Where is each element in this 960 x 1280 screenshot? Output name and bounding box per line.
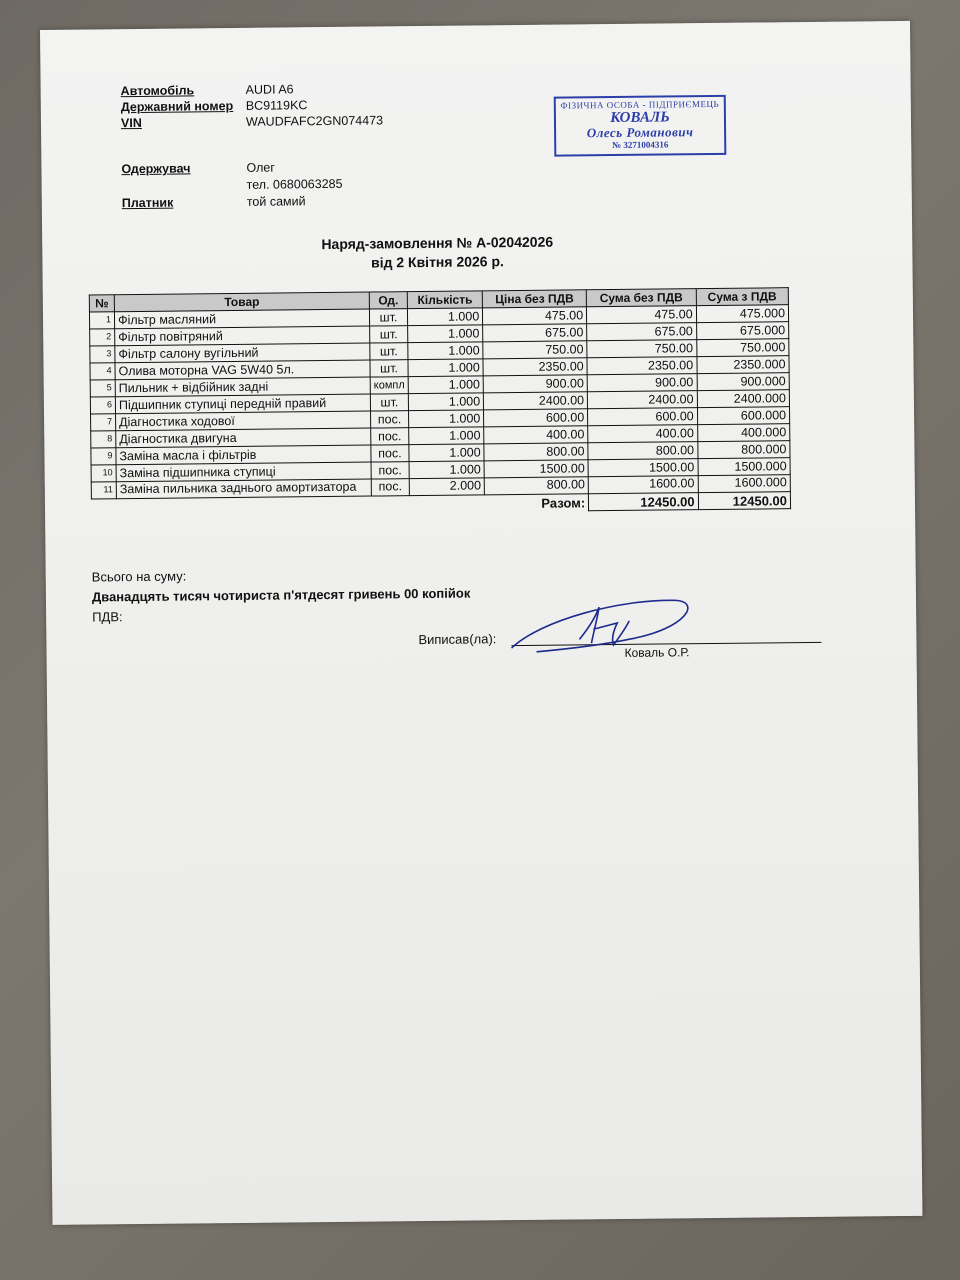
issued-by-label: Виписав(ла): [418,631,497,648]
col-header-unit: Од. [369,292,407,309]
row-unit: шт. [370,326,408,343]
row-unit: пос. [371,462,409,479]
row-item-name: Заміна масла і фільтрів [116,445,371,465]
row-item-name: Олива моторна VAG 5W40 5л. [115,360,370,380]
row-number: 10 [91,465,116,482]
row-item-name: Фільтр масляний [114,309,369,329]
row-price: 2400.00 [484,392,588,410]
row-unit: шт. [370,343,408,360]
row-price: 675.00 [483,324,587,342]
recipient-label: Одержувач [121,161,191,177]
signatory-name: Коваль О.Р. [624,645,690,660]
row-qty: 1.000 [408,342,483,360]
summary-total-label: Всього на суму: [91,568,187,585]
handwritten-signature [501,588,702,670]
row-qty: 1.000 [407,308,482,326]
paper-sheet [40,21,922,1225]
row-sum-vat: 800.000 [697,441,790,459]
car-label: Автомобіль [120,83,195,99]
summary-block [92,564,471,628]
col-header-sum-vat: Сума з ПДВ [696,288,789,306]
row-price: 800.00 [484,443,588,461]
col-header-number: № [89,295,114,312]
row-number: 9 [91,448,116,465]
vin-value: WAUDFAFC2GN074473 [245,113,384,129]
row-sum-vat: 675.000 [696,322,789,340]
row-sum: 400.00 [588,425,698,443]
stamp-line-3: Олесь Романович [586,124,694,141]
row-unit: компл [370,377,408,394]
stamp-line-4: № 3271004316 [612,139,669,151]
col-header-sum: Сума без ПДВ [586,289,696,307]
row-qty: 1.000 [409,461,484,479]
row-number: 6 [90,397,115,414]
stamp-line-1: ФІЗИЧНА ОСОБА - ПІДПРИЄМЕЦЬ [560,98,720,111]
row-price: 2350.00 [483,358,587,376]
row-qty: 1.000 [409,410,484,428]
row-sum: 2400.00 [587,391,697,409]
summary-total-words: Дванадцять тисяч чотириста п'ятдесят гривень 00 копійок [91,585,471,605]
row-qty: 1.000 [409,427,484,445]
row-sum-vat: 2400.000 [697,390,790,408]
row-item-name: Діагностика ходової [116,411,371,431]
row-sum: 900.00 [587,374,697,392]
items-table [89,287,791,516]
payer-label: Платник [121,195,174,211]
row-qty: 1.000 [409,444,484,462]
row-price: 400.00 [484,426,588,444]
stamp-line-2: КОВАЛЬ [610,109,670,127]
row-qty: 1.000 [408,359,483,377]
row-sum-vat: 600.000 [697,407,790,425]
total-label: Разом: [541,495,586,511]
row-sum-vat: 750.000 [696,339,789,357]
row-sum: 800.00 [588,442,698,460]
row-item-name: Заміна пильника заднього амортизатора [116,479,371,499]
recipient-value: Олег [246,160,275,175]
vin-label: VIN [120,115,142,131]
plate-value: BC9119KC [245,98,308,113]
row-sum-vat: 1500.000 [698,458,791,476]
col-header-price: Ціна без ПДВ [482,290,586,308]
row-number: 1 [89,312,114,329]
order-title [42,230,832,276]
row-unit: пос. [371,411,409,428]
col-header-item: Товар [114,292,369,312]
row-sum-vat: 900.000 [697,373,790,391]
row-sum: 475.00 [587,306,697,324]
row-qty: 1.000 [408,393,483,411]
row-number: 5 [90,380,115,397]
total-sum-vat: 12450.00 [698,492,791,510]
row-price: 800.00 [484,477,588,495]
row-unit: пос. [371,428,409,445]
row-unit: пос. [371,445,409,462]
row-unit: шт. [369,309,407,326]
row-price: 475.00 [483,307,587,325]
row-unit: шт. [370,394,408,411]
row-price: 750.00 [483,341,587,359]
row-number: 3 [90,346,115,363]
company-stamp [554,95,727,157]
row-unit: пос. [371,479,409,496]
row-sum: 750.00 [587,340,697,358]
row-item-name: Фільтр повітряний [115,326,370,346]
phone-value: тел. 0680063285 [246,176,343,192]
row-price: 900.00 [483,375,587,393]
payer-value: той самий [246,194,306,209]
row-qty: 2.000 [409,478,484,496]
total-sum: 12450.00 [589,493,699,511]
row-sum-vat: 475.000 [696,305,789,323]
row-sum: 1500.00 [588,459,698,477]
row-sum-vat: 2350.000 [697,356,790,374]
row-sum: 2350.00 [587,357,697,375]
plate-label: Державний номер [120,98,234,115]
row-qty: 1.000 [408,376,483,394]
col-header-qty: Кількість [407,291,482,309]
order-title-date: від 2 Квітня 2026 р. [370,253,504,271]
car-value: AUDI A6 [245,82,294,97]
row-unit: шт. [370,360,408,377]
row-item-name: Пильник + відбійник задні [115,377,370,397]
summary-vat-label: ПДВ: [92,609,123,625]
order-title-number: Наряд-замовлення № А-02042026 [321,233,554,253]
row-sum: 675.00 [587,323,697,341]
row-number: 2 [90,329,115,346]
row-item-name: Діагностика двигуна [116,428,371,448]
row-sum-vat: 400.000 [697,424,790,442]
row-item-name: Заміна підшипника ступиці [116,462,371,482]
order-document [40,21,922,1225]
row-sum-vat: 1600.000 [698,475,791,493]
row-number: 8 [91,431,116,448]
row-item-name: Підшипник ступиці передній правий [115,394,370,414]
row-sum: 600.00 [588,408,698,426]
row-item-name: Фільтр салону вугільний [115,343,370,363]
row-qty: 1.000 [408,325,483,343]
row-sum: 1600.00 [588,476,698,494]
row-price: 600.00 [484,409,588,427]
row-price: 1500.00 [484,460,588,478]
row-number: 4 [90,363,115,380]
row-number: 11 [91,482,116,499]
row-number: 7 [91,414,116,431]
